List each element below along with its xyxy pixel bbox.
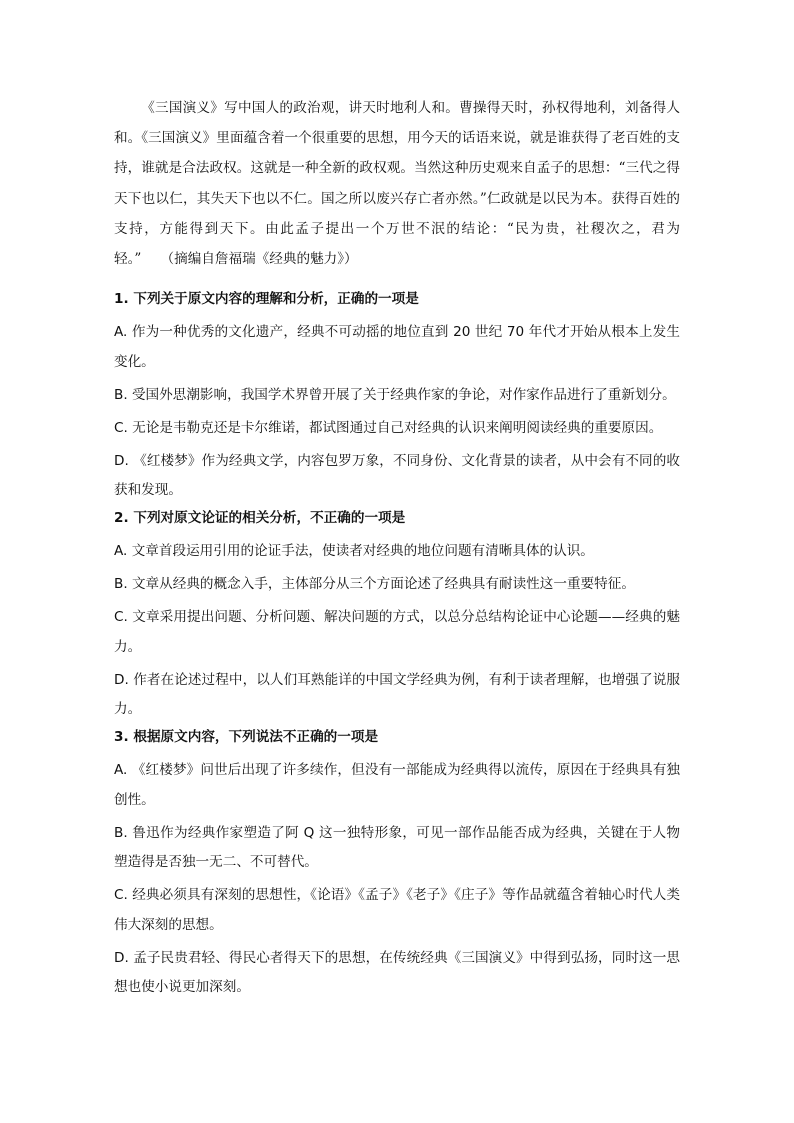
reading-passage: [114, 93, 680, 274]
question-2-option-d: D. 作者在论述过程中，以人们耳熟能详的中国文学经典为例，有利于读者理解，也增强了说服力。: [114, 671, 680, 717]
passage-source: （摘编自詹福瑞《经典的魅力》）: [167, 251, 358, 268]
question-1-option-a: A. 作为一种优秀的文化遗产，经典不可动摇的地位直到 20 世纪 70 年代才开始从根本上发生变化。: [114, 324, 680, 370]
passage-text: 《三国演义》写中国人的政治观，讲天时地利人和。曹操得天时，孙权得地利，刘备得人和。《三国演义》里面蕴含着一个很重要的思想，用今天的话语来说，就是谁获得了老百姓的支持，谁就是合法政权。这就是一种全新的政权观。当然这种历史观来自孟子的思想：“三代之得天下也以仁，其失天下也以不仁。国之所以废兴存亡者亦然。”仁政就是以民为本。获得百姓的支持，方能得到天下。由此孟子提出一个万世不泯的结论：“民为贵，社稷次之，君为轻。”: [114, 100, 680, 268]
question-2-option-a: A. 文章首段运用引用的论证手法，使读者对经典的地位问题有清晰具体的认识。: [114, 543, 594, 559]
question-3-option-d: D. 孟子民贵君轻、得民心者得天下的思想，在传统经典《三国演义》中得到弘扬，同时这一思想也使小说更加深刻。: [114, 949, 680, 995]
question-2-title: 2. 下列对原文论证的相关分析，不正确的一项是: [114, 510, 406, 526]
question-1-option-c: C. 无论是韦勒克还是卡尔维诺，都试图通过自己对经典的认识来阐明阅读经典的重要原因。: [114, 419, 663, 436]
question-1-option-b: B. 受国外思潮影响，我国学术界曾开展了关于经典作家的争论，对作家作品进行了重新划分。: [114, 386, 676, 403]
question-3-option-b: B. 鲁迅作为经典作家塑造了阿 Q 这一独特形象，可见一部作品能否成为经典，关键在于人物塑造得是否独一无二、不可替代。: [114, 824, 680, 870]
question-1-title: 1. 下列关于原文内容的理解和分析，正确的一项是: [114, 291, 419, 307]
question-3-option-a: A. 《红楼梦》问世后出现了许多续作，但没有一部能成为经典得以流传，原因在于经典具有独创性。: [114, 762, 680, 808]
question-3: [114, 726, 680, 1006]
question-2: [114, 507, 680, 728]
question-2-option-c: C. 文章采用提出问题、分析问题、解决问题的方式，以总分总结构论证中心论题——经典的魅力。: [114, 609, 680, 655]
question-3-option-c: C. 经典必须具有深刻的思想性，《论语》《孟子》《老子》《庄子》等作品就蕴含着轴心时代人类伟大深刻的思想。: [114, 887, 680, 933]
question-1-option-d: D. 《红楼梦》作为经典文学，内容包罗万象，不同身份、文化背景的读者，从中会有不同的收获和发现。: [114, 452, 680, 498]
question-3-title: 3. 根据原文内容，下列说法不正确的一项是: [114, 729, 379, 745]
question-2-option-b: B. 文章从经典的概念入手，主体部分从三个方面论述了经典具有耐读性这一重要特征。: [114, 576, 635, 592]
question-1: [114, 288, 680, 509]
